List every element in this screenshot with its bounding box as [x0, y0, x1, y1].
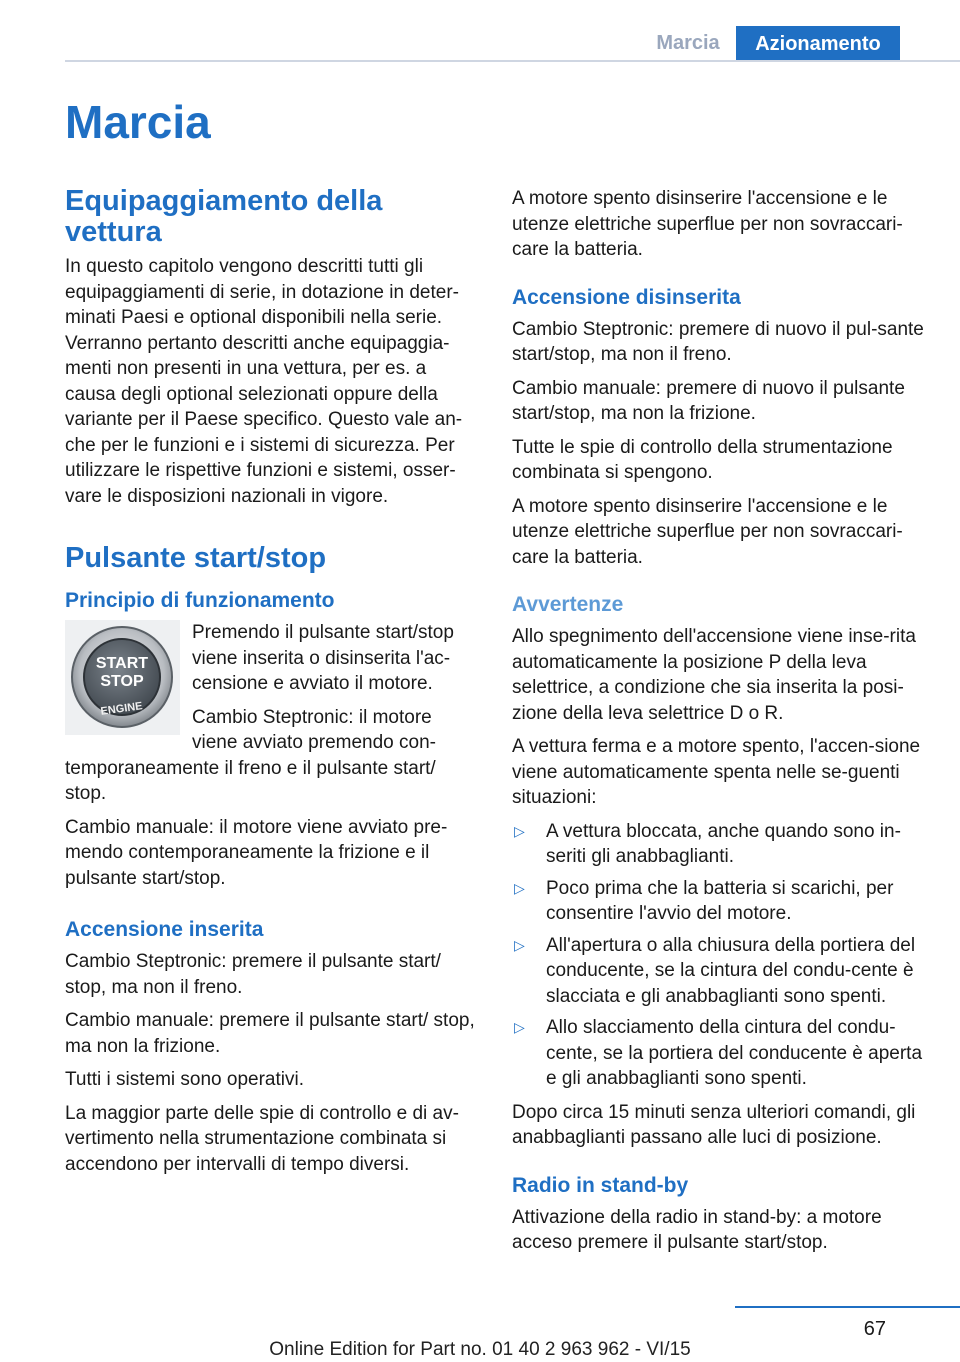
subsection-title-accensione-disinserita: Accensione disinserita [512, 285, 741, 309]
right-column [512, 186, 924, 1264]
triangle-bullet-icon: ▷ [514, 822, 525, 839]
subsection-title-accensione-inserita: Accensione inserita [65, 918, 264, 941]
paragraph: La maggior parte delle spie di controllo e di av‐vertimento nella strumentazione combinata si accendono per intervalli di tempo diversi. [65, 1102, 459, 1175]
page-number: 67 [863, 1318, 886, 1340]
section-title-equipaggiamento: Equipaggiamento della vettura [65, 185, 383, 248]
subsection-title-principio: Principio di funzionamento [65, 589, 335, 612]
paragraph: Cambio Steptronic: premere di nuovo il pul‐sante start/stop, ma non il freno. [512, 318, 924, 365]
triangle-bullet-icon: ▷ [514, 936, 525, 953]
triangle-bullet-icon: ▷ [514, 879, 525, 896]
paragraph: A motore spento disinserire l'accensione e le utenze elettriche superflue per non sovraccari‐care la batteria. [512, 495, 903, 568]
paragraph: In questo capitolo vengono descritti tutti gli equipaggiamenti di serie, in dotazione in deter‐minati Paesi e optional disponibili nella serie. Verranno pertanto descritti anche equipaggia‐menti non presenti in una vettura, per es. a causa degli optional selezionati oppure della variante per il Paese specifico. Questo vale an‐che per le funzioni e i sistemi di sicurezza. Per utilizzare le rispettive funzioni e sistemi, osser‐vare le disposizioni nazionali in vigore. [65, 256, 463, 507]
header-tab-azionamento[interactable]: Azionamento [736, 26, 900, 62]
subsection-title-radio: Radio in stand-by [512, 1173, 689, 1197]
footer-rule [735, 1306, 960, 1308]
list-item: ▷ A vettura bloccata, anche quando sono in‐seriti gli anabbaglianti. [514, 820, 901, 867]
bullet-list [512, 819, 924, 1092]
paragraph: A vettura ferma e a motore spento, l'accen‐sione viene automaticamente spenta nelle se‐guenti situazioni: [512, 736, 921, 808]
paragraph: Cambio Steptronic: il motore viene avviato premendo con‐temporaneamente il freno e il pulsante start/ stop. [65, 706, 436, 804]
list-item: ▷ Allo slacciamento della cintura del condu‐cente, se la portiera del conducente è aperta e gli anabbaglianti sono spenti. [514, 1017, 923, 1089]
left-column [65, 186, 477, 1185]
subsection-title-avvertenze: Avvertenze [512, 593, 624, 616]
header-tab-marcia[interactable]: Marcia [656, 32, 720, 54]
paragraph: Cambio manuale: premere di nuovo il pulsante start/stop, ma non la frizione. [512, 377, 905, 424]
paragraph: Premendo il pulsante start/stop viene inserita o disinserita l'ac‐censione e avviato il motore. [192, 622, 454, 694]
list-item: ▷ Poco prima che la batteria si scarichi, per consentire l'avvio del motore. [514, 877, 894, 924]
paragraph: Dopo circa 15 minuti senza ulteriori comandi, gli anabbaglianti passano alle luci di posizione. [512, 1101, 916, 1148]
paragraph: Allo spegnimento dell'accensione viene inse‐rita automaticamente la posizione P della leva selettrice, a condizione che sia inserita la posi‐zione della leva selettrice D o R. [512, 626, 916, 724]
button-label-stop: STOP [100, 673, 144, 690]
paragraph: Cambio Steptronic: premere il pulsante start/ stop, ma non il freno. [65, 951, 441, 998]
paragraph: A motore spento disinserire l'accensione e le utenze elettriche superflue per non sovraccari‐care la batteria. [512, 188, 903, 260]
start-stop-button-image [65, 620, 180, 735]
section-title-pulsante: Pulsante start/stop [65, 542, 327, 574]
triangle-bullet-icon: ▷ [514, 1019, 525, 1035]
paragraph: Tutti i sistemi sono operativi. [65, 1069, 304, 1090]
chapter-title: Marcia [65, 96, 211, 148]
list-item: ▷ All'apertura o alla chiusura della portiera del conducente, se la cintura del condu‐cente è slacciata e gli anabbaglianti sono spenti. [514, 934, 916, 1007]
paragraph: Cambio manuale: il motore viene avviato pre‐mendo contemporaneamente la frizione e il pulsante start/stop. [65, 816, 448, 889]
paragraph: Attivazione della radio in stand-by: a motore acceso premere il pulsante start/stop. [512, 1206, 882, 1253]
paragraph: Tutte le spie di controllo della strumentazione combinata si spengono. [512, 436, 893, 483]
edition-footer: Online Edition for Part no. 01 40 2 963 962 - VI/15 [269, 1339, 691, 1360]
header-rule [65, 60, 960, 62]
paragraph: Cambio manuale: premere il pulsante start/ stop, ma non la frizione. [65, 1010, 475, 1057]
button-label-engine: ENGINE [99, 700, 144, 718]
button-label-start: START [95, 655, 149, 672]
